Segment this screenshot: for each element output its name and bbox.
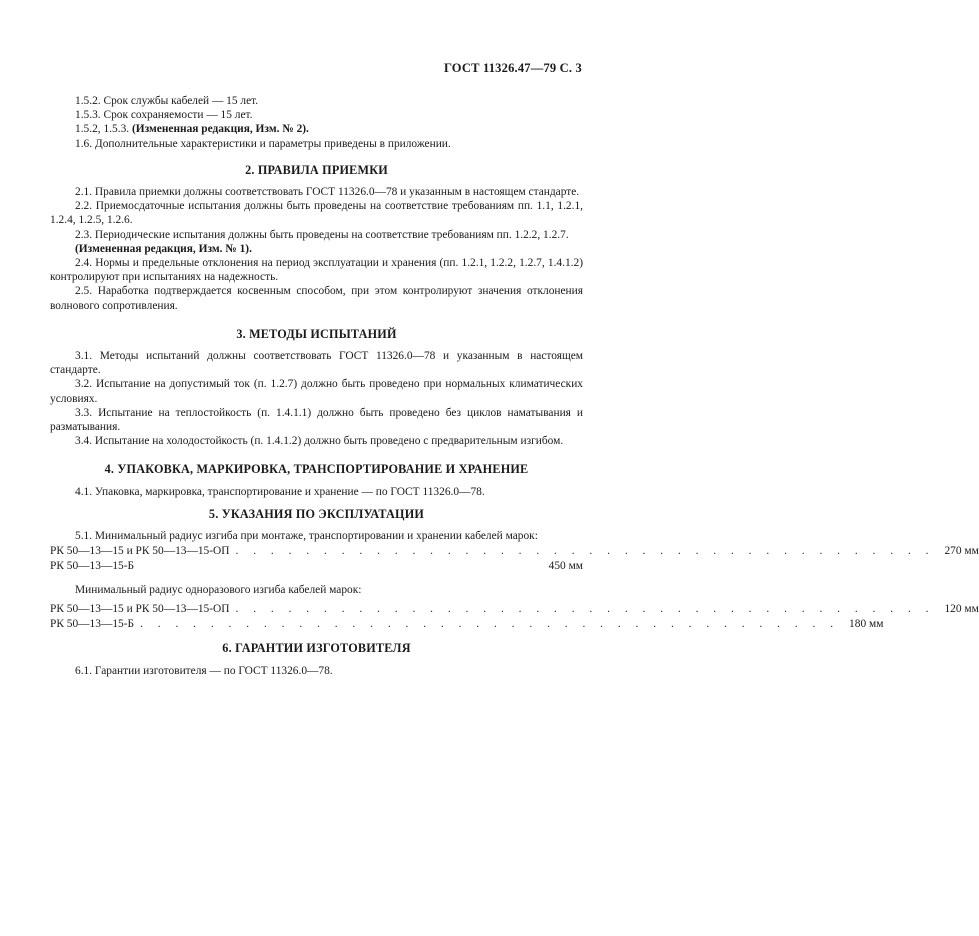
clause-5-1: 5.1. Минимальный радиус изгиба при монтаже, транспортировании и хранении кабелей марок: (75, 530, 538, 543)
clause-1-6: 1.6. Дополнительные характеристики и параметры приведены в приложении. (75, 137, 451, 150)
cable-grade: РК 50—13—15 и РК 50—13—15-ОП (50, 545, 230, 558)
section-5-title: 5. УКАЗАНИЯ ПО ЭКСПЛУАТАЦИИ (208, 506, 425, 521)
cable-grade: РК 50—13—15 и РК 50—13—15-ОП (50, 602, 230, 615)
clause-4-1: 4.1. Упаковка, маркировка, транспортирование и хранение — по ГОСТ 11326.0—78. (75, 485, 485, 498)
clause-1-5-2: 1.5.2. Срок службы кабелей — 15 лет. (75, 95, 259, 107)
leader-dots: . . . . . . . . . . . . . . . . . . . . . . . . . . . . . . . . . . . . . . . . (235, 545, 935, 558)
bend-radius: 450 мм (548, 560, 583, 573)
clause-3-2: 3.2. Испытание на допустимый ток (п. 1.2.7) должно быть проведено при нормальных климатических условиях. (50, 378, 583, 405)
clause-3-1: 3.1. Методы испытаний должны соответствовать ГОСТ 11326.0—78 и указанным в настоящем стандарте. (50, 350, 583, 377)
clause-1-5-3: 1.5.3. Срок сохраняемости — 15 лет. (75, 109, 253, 122)
page-header: ГОСТ 11326.47—79 С. 3 (443, 61, 582, 75)
bend-radius: 120 мм (944, 602, 979, 615)
bend-radius: 270 мм (944, 545, 979, 558)
clause-5-1-single-bend: Минимальный радиус одноразового изгиба кабелей марок: (75, 583, 362, 596)
section-2-title: 2. ПРАВИЛА ПРИЕМКИ (245, 162, 388, 177)
cable-grade: РК 50—13—15-Б (50, 560, 135, 573)
table-row (50, 544, 979, 558)
bend-radius: 180 мм (849, 618, 884, 631)
section-3-title: 3. МЕТОДЫ ИСПЫТАНИЙ (236, 326, 397, 341)
clause-2-5: 2.5. Наработка подтверждается косвенным способом, при этом контролируют значения отклонения волнового сопротивления. (50, 285, 583, 312)
leader-dots: . . . . . . . . . . . . . . . . . . . . . . . . . . . . . . . . . . . . . . . . (140, 618, 840, 631)
table-row (50, 617, 884, 631)
leader-dots: . . . . . . . . . . . . . . . . . . . . . . . . . . . . . . . . . . . . . . . . (235, 602, 935, 615)
section-6-title: 6. ГАРАНТИИ ИЗГОТОВИТЕЛЯ (222, 641, 411, 656)
table-row (50, 559, 583, 573)
section-4-title: 4. УПАКОВКА, МАРКИРОВКА, ТРАНСПОРТИРОВАНИЕ И ХРАНЕНИЕ (104, 462, 529, 477)
cable-grade: РК 50—13—15-Б (50, 618, 135, 631)
table-row (50, 602, 979, 616)
clause-3-4: 3.4. Испытание на холодостойкость (п. 1.4.1.2) должно быть проведено с предварительным изгибом. (75, 435, 564, 448)
clause-2-3: 2.3. Периодические испытания должны быть проведены на соответствие требованиям пп. 1.2.2, 1.2.7. (75, 228, 569, 241)
clause-2-3-revision: (Измененная редакция, Изм. № 1). (75, 242, 252, 255)
revision-note-bold: (Измененная редакция, Изм. № 2). (131, 123, 309, 136)
clause-2-4: 2.4. Нормы и предельные отклонения на период эксплуатации и хранения (пп. 1.2.1, 1.2.2, 1.2.7, 1.4.1.2) контролируют при испытаниях на надежность. (50, 257, 583, 284)
clause-6-1: 6.1. Гарантии изготовителя — по ГОСТ 11326.0—78. (75, 664, 333, 677)
document-body (50, 94, 979, 678)
clause-2-1: 2.1. Правила приемки должны соответствовать ГОСТ 11326.0—78 и указанным в настоящем стандарте. (75, 186, 580, 199)
clause-3-3: 3.3. Испытание на теплостойкость (п. 1.4.1.1) должно быть проведено без циклов наматывания и разматывания. (50, 406, 583, 434)
clause-revision-note (50, 122, 583, 136)
clause-2-2: 2.2. Приемосдаточные испытания должны быть проведены на соответствие требованиям пп. 1.1, 1.2.1, 1.2.4, 1.2.5, 1.2.6. (50, 200, 583, 227)
revision-clauses: 1.5.2, 1.5.3. (75, 123, 130, 136)
